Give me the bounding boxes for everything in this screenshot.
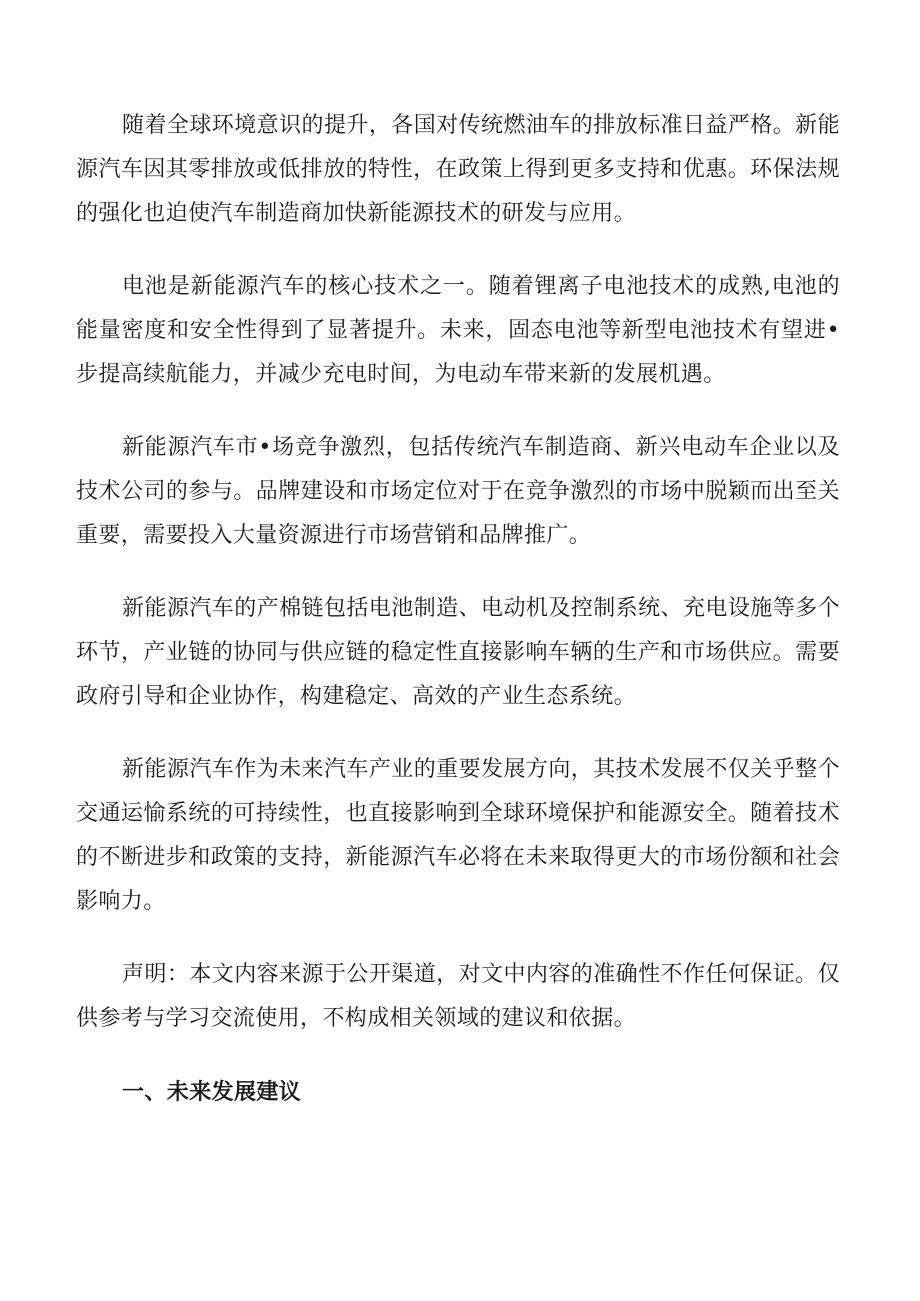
paragraph-industry-chain: 新能源汽车的产棉链包括电池制造、电动机及控制系统、充电设施等多个环节，产业链的协同与供应链的稳定性直接影响车辆的生产和市场供应。需要政府引导和企业协作，构建稳定、高效的产业生态系统。 [76, 596, 840, 709]
paragraph-emission-standards: 随着全球环境意识的提升，各国对传统燃油车的排放标准日益严格。新能源汽车因其零排放或低排放的特性，在政策上得到更多支持和优惠。环保法规的强化也迫使汽车制造商加快新能源技术的研发与应用。 [76, 113, 840, 226]
paragraph-future-direction: 新能源汽车作为未来汽车产业的重要发展方向，其技术发展不仅关乎整个交通运愉系统的可持续性，也直接影响到全球环境保护和能源安全。随着技术的不断进步和政策的支持，新能源汽车必将在未来取得更大的市场份额和社会影响力。 [76, 757, 840, 914]
section-heading: 一、未来发展建议 [122, 1079, 302, 1105]
paragraph-battery-technology: 电池是新能源汽车的核心技术之一。随着锂离子电池技术的成熟,电池的能量密度和安全性得到了显著提升。未来，固态电池等新型电池技术有望进•步提高续航能力，并减少充电时间，为电动车带来新的发展机遇。 [76, 274, 840, 387]
paragraph-disclaimer: 声明：本文内容来源于公开渠道，对文中内容的准确性不作任何保证。仅供参考与学习交流使用，不构成相关领域的建议和依据。 [76, 962, 840, 1031]
paragraph-market-competition: 新能源汽车市•场竞争激烈，包括传统汽车制造商、新兴电动车企业以及技术公司的参与。品牌建设和市场定位对于在竞争激烈的市场中脱颖而出至关重要，需要投入大量资源进行市场营销和品牌推广。 [76, 435, 840, 548]
document-body [76, 104, 840, 1114]
